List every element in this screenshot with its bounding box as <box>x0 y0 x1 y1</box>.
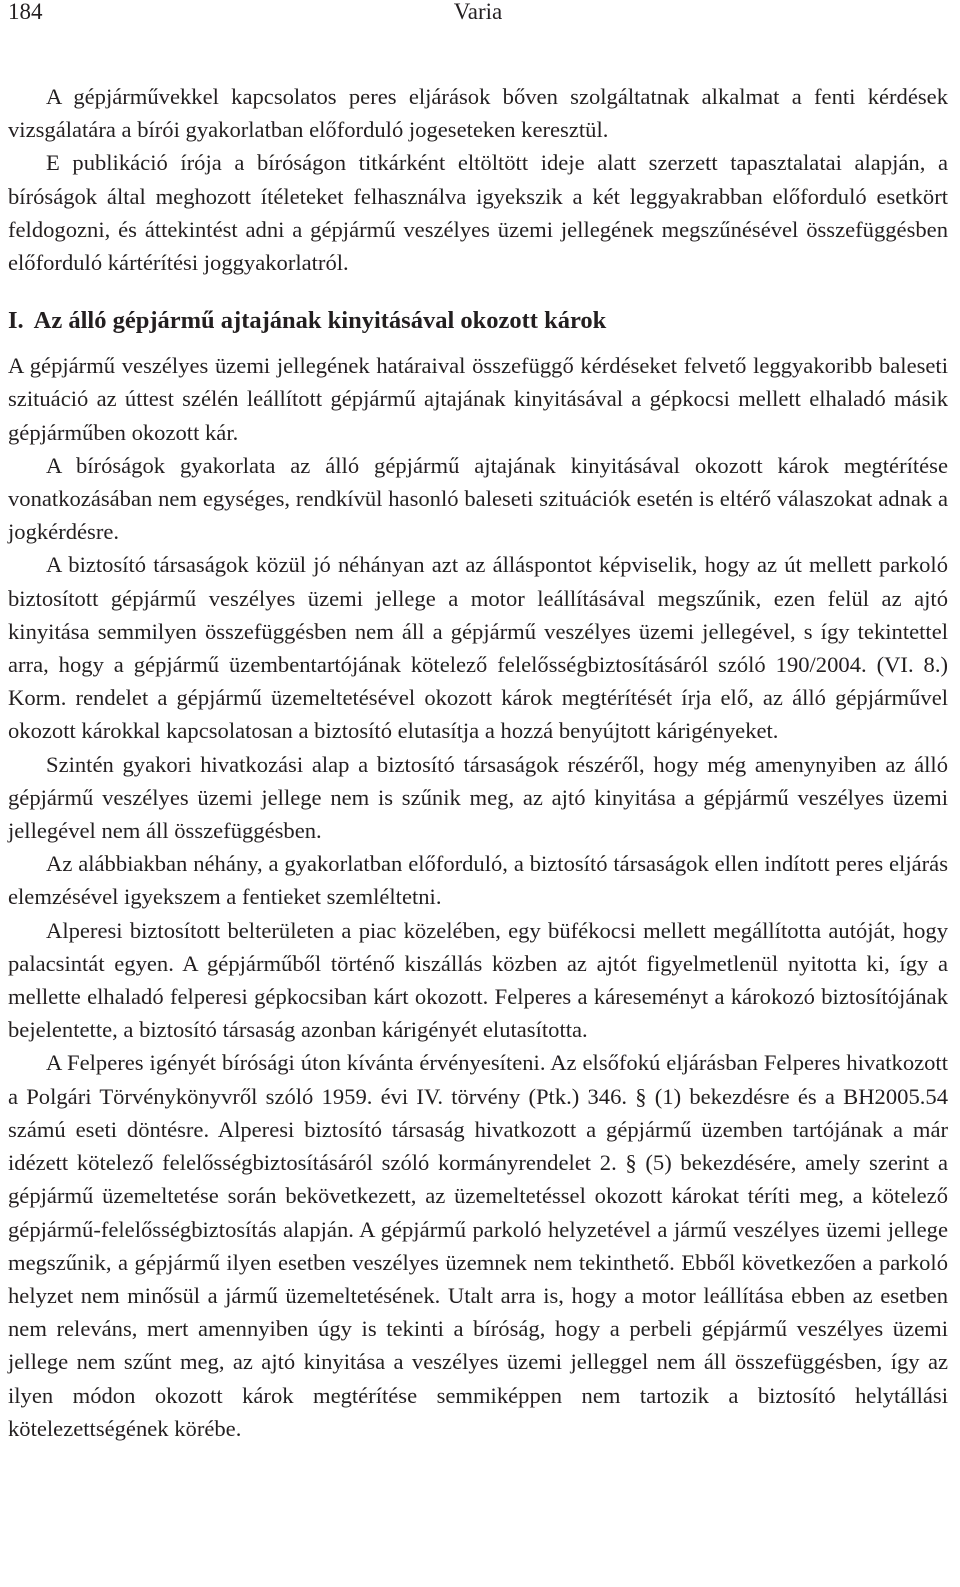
section-heading <box>8 305 948 337</box>
body-paragraph: Szintén gyakori hivatkozási alap a biztosító társaságok részéről, hogy még amenynyiben az álló gépjármű veszélyes üzemi jellege nem is szűnik meg, az ajtó kinyitása a gépjármű veszélyes üzemi jellegével nem áll összefüggésben. <box>8 751 948 844</box>
intro-paragraph: E publikáció írója a bíróságon titkárként eltöltött ideje alatt szerzett tapasztalatai alapján, a bíróságok által meghozott ítéleteket felhasználva igyekszik a két leggyakrabban előforduló esetkört feldogozni, és áttekintést adni a gépjármű veszélyes üzemi jellegének megszűnésével összefüggésben előforduló kártérítési joggyakorlatról. <box>8 150 948 276</box>
body-paragraph: A gépjármű veszélyes üzemi jellegének határaival összefüggő kérdéseket felvető leggyakoribb baleseti szituáció az úttest szélén leállított gépjármű ajtajának kinyitásával a gépkocsi mellett elhaladó másik gépjárműben okozott kár. <box>8 353 948 445</box>
intro-paragraph: A gépjárművekkel kapcsolatos peres eljárások bőven szolgáltatnak alkalmat a fenti kérdések vizsgálatára a bírói gyakorlatban előforduló jogeseteken keresztül. <box>8 84 948 143</box>
section-number: I. <box>8 307 24 335</box>
section-title: Az álló gépjármű ajtajának kinyitásával okozott károk <box>33 307 607 335</box>
body-paragraph: A biztosító társaságok közül jó néhányan azt az álláspontot képviselik, hogy az út mellett parkoló biztosított gépjármű veszélyes üzemi jellege a motor leállításával megszűnik, ezen felül az ajtó kinyitása semmilyen összefüggésben nem áll a gépjármű veszélyes üzemi jellegével, s így tekintettel arra, hogy a gépjármű üzembentartójának kötelező felelősségbiztosításáról szóló 190/2004. (VI. 8.) Korm. rendelet a gépjármű üzemeltetésével okozott károk megtérítését írja elő, az álló gépjárművel okozott károkkal kapcsolatosan a biztosító elutasítja a hozzá benyújtott kárigényeket. <box>8 552 948 744</box>
page-header <box>8 0 948 28</box>
page-number: 184 <box>8 0 43 24</box>
article-body <box>8 80 948 1445</box>
body-paragraph: Az alábbiakban néhány, a gyakorlatban előforduló, a biztosító társaságok ellen indított peres eljárás elemzésével igyekszem a fentieket szemléltetni. <box>8 851 948 910</box>
body-paragraph: A bíróságok gyakorlata az álló gépjármű ajtajának kinyitásával okozott károk megtérítése vonatkozásában nem egységes, rendkívül hasonló baleseti szituációk esetén is eltérő válaszokat adnak a jogkérdésre. <box>8 452 948 545</box>
body-paragraph: A Felperes igényét bírósági úton kívánta érvényesíteni. Az elsőfokú eljárásban Felperes hivatkozott a Polgári Törvénykönyvről szóló 1959. évi IV. törvény (Ptk.) 346. § (1) bekezdésre és a BH2005.54 számú eseti döntésre. Alperesi biztosító társaság hivatkozott a gépjármű üzemben tartójának a már idézett kötelező felelősségbiztosításáról szóló kormányrendelet 2. § (5) bekezdésére, amely szerint a gépjármű üzemeltetése során bekövetkezett, az üzemeltetéssel okozott károkat téríti meg, a kötelező gépjármű-felelősségbiztosítás alapján. A gépjármű parkoló helyzetével a jármű veszélyes üzemi jellege megszűnik, a gépjármű ilyen esetben veszélyes üzemnek nem tekinthető. Ebből következően a parkoló helyzet nem minősül a jármű üzemeltetésének. Utalt arra is, hogy a motor leállítása ebben az esetben nem releváns, mert amennyiben úgy is tekinti a bíróság, hogy a perbeli gépjármű veszélyes üzemi jellege nem szűnt meg, az ajtó kinyitása a veszélyes üzemi jelleggel nem áll összefüggésben, így az ilyen módon okozott károk megtérítése semmiképpen nem tartozik a biztosító helytállási kötelezettségének körébe. <box>8 1050 948 1441</box>
body-paragraph: Alperesi biztosított belterületen a piac közelében, egy büfékocsi mellett megállította autóját, hogy palacsintát egyen. A gépjárműből történő kiszállás közben az ajtót figyelmetlenül nyitotta ki, így a mellette elhaladó felperesi gépkocsiban kárt okozott. Felperes a káreseményt a károkozó biztosítójának bejelentette, a biztosító társaság azonban kárigényét elutasította. <box>8 917 948 1043</box>
running-title: Varia <box>453 0 503 24</box>
